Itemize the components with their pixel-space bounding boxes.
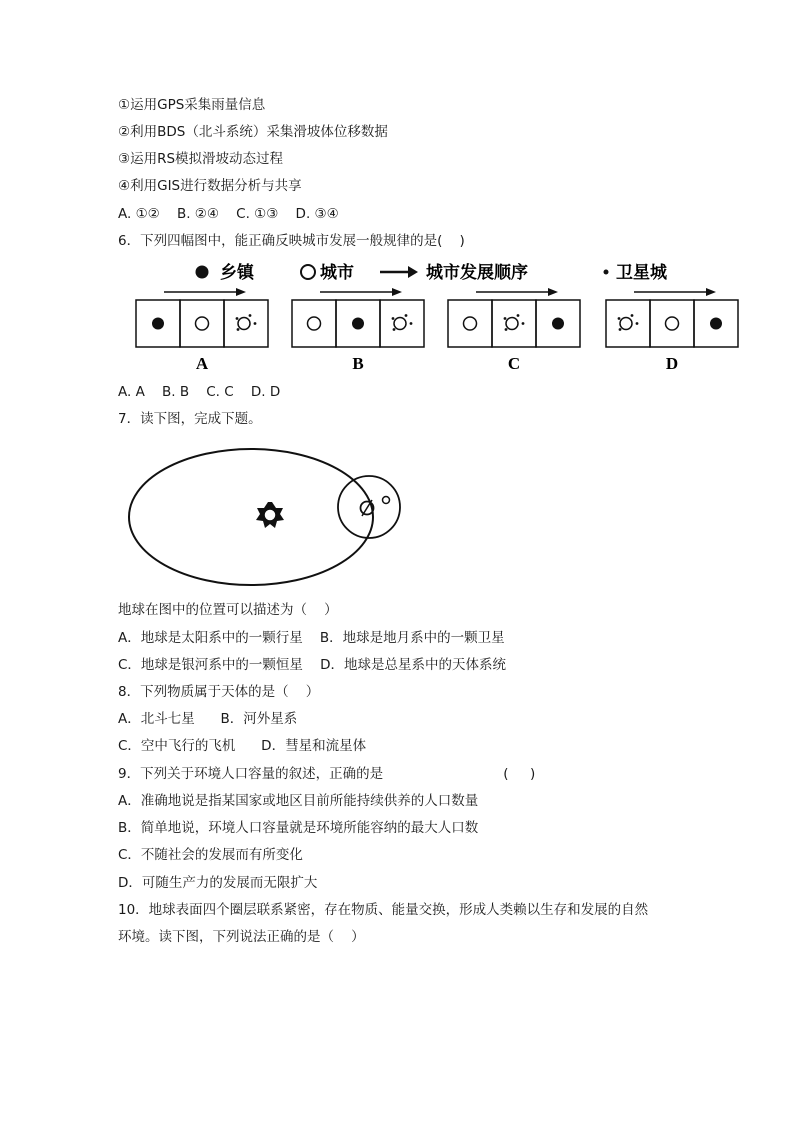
township-icon bbox=[352, 318, 364, 330]
q9-option-d: D．可随生产力的发展而无限扩大 bbox=[118, 875, 318, 891]
panel-cell bbox=[492, 300, 536, 347]
q8-stem: 8．下列物质属于天体的是（ ） bbox=[118, 684, 320, 700]
sun-icon bbox=[256, 502, 284, 528]
q8-options-cd: C．空中飞行的飞机 D．彗星和流星体 bbox=[118, 738, 367, 754]
q5-item-4: ④利用GIS进行数据分析与共享 bbox=[118, 178, 302, 194]
legend-township-label: 乡镇 bbox=[220, 263, 254, 283]
satellite-town-dot bbox=[522, 322, 525, 325]
city-icon bbox=[196, 317, 209, 330]
q7-stem: 7．读下图，完成下题。 bbox=[118, 411, 262, 427]
moon-icon bbox=[383, 497, 390, 504]
q9-option-b: B．简单地说，环境人口容量就是环境所能容纳的最大人口数 bbox=[118, 820, 479, 836]
earth-orbit bbox=[129, 449, 373, 585]
panel-cell bbox=[180, 300, 224, 347]
q10-stem-line2: 环境。读下图，下列说法正确的是（ ） bbox=[118, 929, 365, 945]
q5-options: A. ①② B. ②④ C. ①③ D. ③④ bbox=[118, 206, 339, 222]
satellite-town-dot bbox=[249, 314, 252, 317]
q7-sub-stem: 地球在图中的位置可以描述为（ ） bbox=[118, 602, 338, 618]
sequence-arrowhead bbox=[548, 288, 558, 296]
panel-c bbox=[448, 288, 580, 373]
satellite-town-dot bbox=[618, 317, 621, 320]
panel-cell bbox=[650, 300, 694, 347]
panels bbox=[136, 288, 738, 373]
legend-city-label: 城市 bbox=[320, 263, 354, 283]
panel-a bbox=[136, 288, 268, 373]
panel-b bbox=[292, 288, 424, 373]
panel-cell bbox=[380, 300, 424, 347]
legend-order-label: 城市发展顺序 bbox=[426, 263, 528, 283]
township-icon bbox=[552, 318, 564, 330]
q10-stem-line1: 10．地球表面四个圈层联系紧密，存在物质、能量交换，形成人类赖以生存和发展的自然 bbox=[118, 902, 649, 918]
q5-item-3: ③运用RS模拟滑坡动态过程 bbox=[118, 151, 284, 167]
panel-cell bbox=[606, 300, 650, 347]
panel-label-b: B bbox=[352, 354, 364, 373]
q7-options-ab: A．地球是太阳系中的一颗行星 B．地球是地月系中的一颗卫星 bbox=[118, 630, 505, 646]
satellite-town-dot bbox=[236, 317, 239, 320]
moon-orbit bbox=[338, 476, 400, 538]
city-icon bbox=[464, 317, 477, 330]
panel-d bbox=[606, 288, 738, 373]
legend-satellite-label: 卫星城 bbox=[616, 263, 667, 283]
satellite-town-dot bbox=[517, 314, 520, 317]
satellite-town-dot bbox=[393, 328, 396, 331]
q5-item-2: ②利用BDS（北斗系统）采集滑坡体位移数据 bbox=[118, 124, 388, 140]
satellite-town-dot bbox=[636, 322, 639, 325]
city-with-satellite-icon bbox=[238, 318, 250, 330]
q5-item-1: ①运用GPS采集雨量信息 bbox=[118, 97, 266, 113]
satellite-town-dot bbox=[405, 314, 408, 317]
q9-stem: 9．下列关于环境人口容量的叙述，正确的是 ( ) bbox=[118, 766, 536, 782]
q9-option-a: A．准确地说是指某国家或地区目前所能持续供养的人口数量 bbox=[118, 793, 479, 809]
panel-cell bbox=[292, 300, 336, 347]
satellite-town-dot bbox=[631, 314, 634, 317]
panel-cell bbox=[448, 300, 492, 347]
figure-legend bbox=[196, 262, 668, 283]
q8-options-ab: A．北斗七星 B．河外星系 bbox=[118, 711, 298, 727]
city-development-figure bbox=[128, 256, 748, 376]
city-icon bbox=[666, 317, 679, 330]
city-with-satellite-icon bbox=[394, 318, 406, 330]
city-with-satellite-icon bbox=[620, 318, 632, 330]
satellite-town-dot bbox=[505, 328, 508, 331]
solar-system-figure bbox=[122, 440, 402, 590]
township-icon bbox=[152, 318, 164, 330]
township-icon bbox=[710, 318, 722, 330]
satellite-town-dot bbox=[254, 322, 257, 325]
panel-label-a: A bbox=[195, 354, 209, 373]
panel-label-c: C bbox=[507, 354, 521, 373]
panel-cell bbox=[224, 300, 268, 347]
q6-options: A. A B. B C. C D. D bbox=[118, 384, 281, 400]
satellite-town-dot bbox=[504, 317, 507, 320]
satellite-town-dot bbox=[237, 328, 240, 331]
panel-label-d: D bbox=[665, 354, 679, 373]
q6-stem: 6．下列四幅图中，能正确反映城市发展一般规律的是( ) bbox=[118, 233, 465, 249]
sequence-arrowhead bbox=[392, 288, 402, 296]
township-legend-icon bbox=[196, 266, 209, 279]
satellite-town-dot bbox=[619, 328, 622, 331]
satellite-town-dot bbox=[410, 322, 413, 325]
city-icon bbox=[308, 317, 321, 330]
sequence-arrowhead bbox=[236, 288, 246, 296]
order-arrowhead-icon bbox=[408, 266, 418, 278]
sequence-arrowhead bbox=[706, 288, 716, 296]
city-legend-icon bbox=[301, 265, 315, 279]
q7-options-cd: C．地球是银河系中的一颗恒星 D．地球是总星系中的天体系统 bbox=[118, 657, 506, 673]
city-with-satellite-icon bbox=[506, 318, 518, 330]
satellite-town-dot bbox=[392, 317, 395, 320]
satellite-legend-icon bbox=[604, 270, 609, 275]
q9-option-c: C．不随社会的发展而有所变化 bbox=[118, 847, 303, 863]
